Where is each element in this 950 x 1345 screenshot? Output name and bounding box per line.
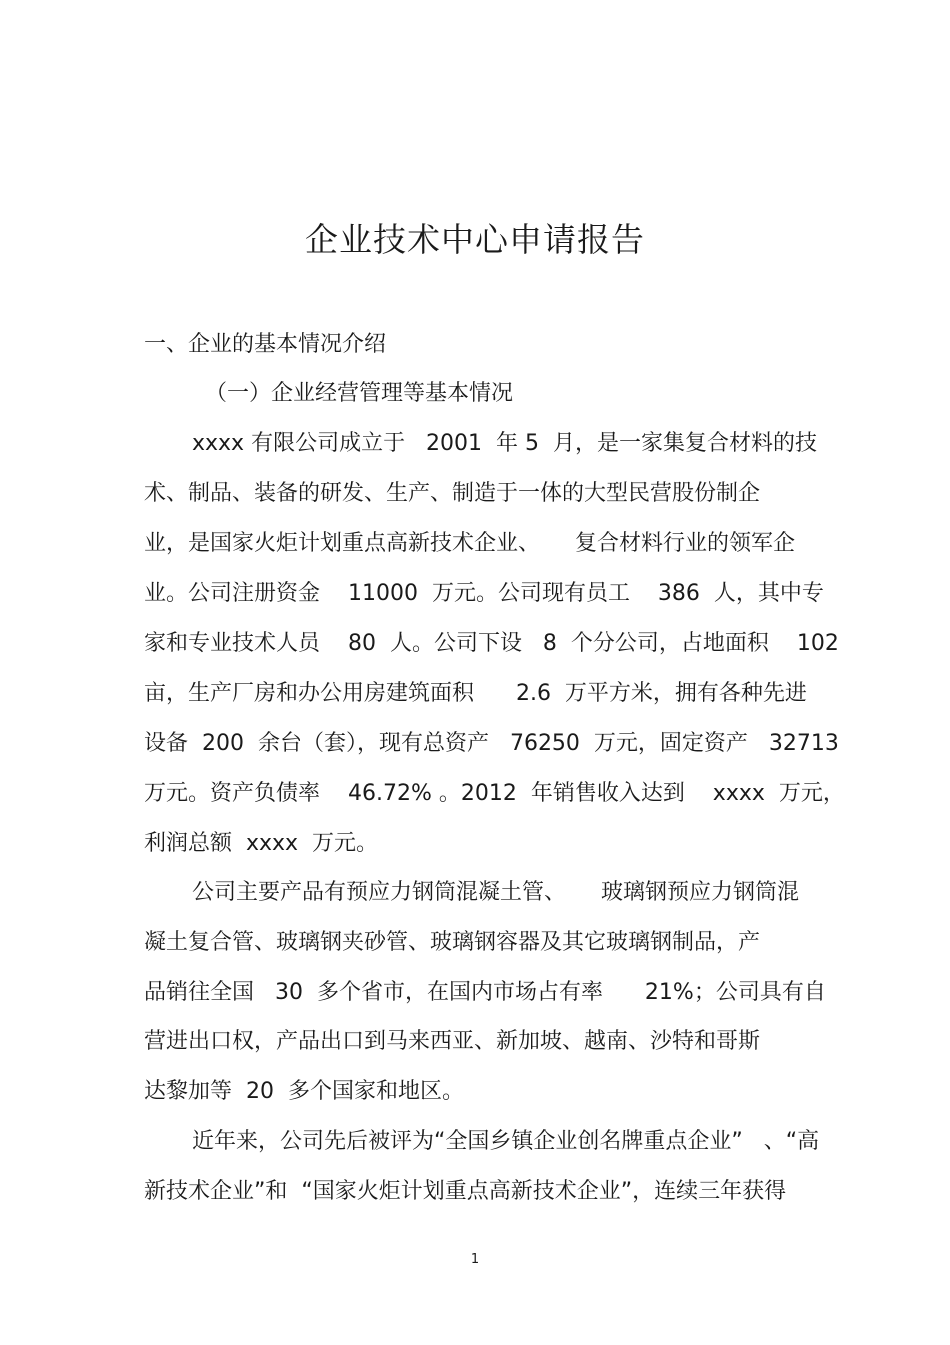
paragraph-line: xxxx 有限公司成立于 2001 年 5 月，是一家集复合材料的技 [192, 431, 818, 456]
paragraph-line: 达黎加等 20 多个国家和地区。 [144, 1079, 464, 1104]
paragraph-line: 设备 200 余台（套），现有总资产 76250 万元，固定资产 32713 [144, 731, 839, 756]
paragraph-line: 家和专业技术人员 80 人。公司下设 8 个分公司，占地面积 102 [144, 631, 839, 656]
paragraph-line: 凝土复合管、玻璃钢夹砂管、玻璃钢容器及其它玻璃钢制品，产 [144, 930, 761, 955]
document-title: 企业技术中心申请报告 [305, 220, 645, 259]
paragraph-line: 公司主要产品有预应力钢筒混凝土管、 玻璃钢预应力钢筒混 [192, 880, 799, 905]
paragraph-line: 利润总额 xxxx 万元。 [144, 831, 379, 856]
paragraph-line: 品销往全国 30 多个省市，在国内市场占有率 21%；公司具有自 [144, 980, 826, 1005]
paragraph-line: 近年来，公司先后被评为“全国乡镇企业创名牌重点企业” 、“高 [192, 1129, 820, 1154]
paragraph-line: 新技术企业”和 “国家火炬计划重点高新技术企业”，连续三年获得 [144, 1179, 787, 1204]
section-heading: 一、企业的基本情况介绍 [144, 332, 387, 357]
paragraph-line: 营进出口权，产品出口到马来西亚、新加坡、越南、沙特和哥斯 [144, 1029, 761, 1054]
paragraph-line: 亩，生产厂房和办公用房建筑面积 2.6 万平方米，拥有各种先进 [144, 681, 807, 706]
paragraph-line: 业。公司注册资金 11000 万元。公司现有员工 386 人，其中专 [144, 581, 824, 606]
paragraph-line: 术、制品、装备的研发、生产、制造于一体的大型民营股份制企 [144, 481, 761, 506]
paragraph-line: 业，是国家火炬计划重点高新技术企业、 复合材料行业的领军企 [144, 531, 795, 556]
subsection-heading: （一）企业经营管理等基本情况 [205, 381, 514, 406]
page-number: 1 [470, 1252, 480, 1267]
paragraph-line: 万元。资产负债率 46.72% 。2012 年销售收入达到 xxxx 万元， [144, 781, 845, 806]
